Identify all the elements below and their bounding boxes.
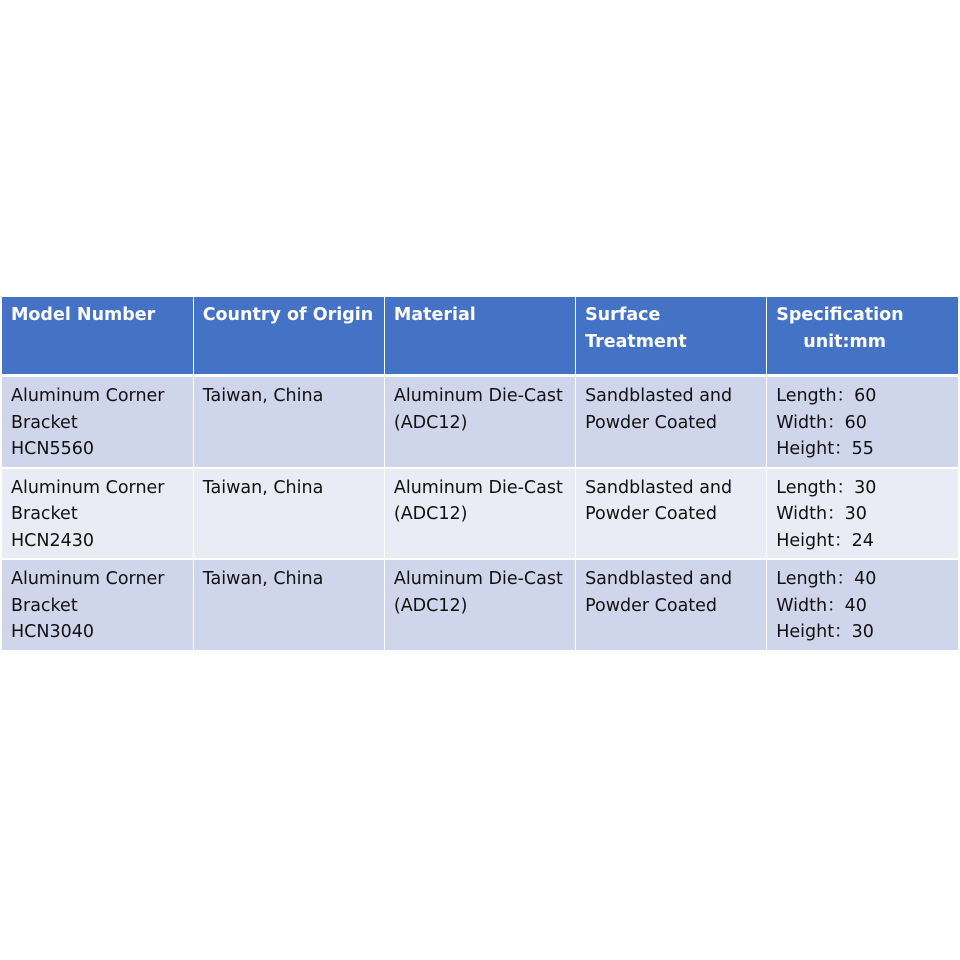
cell-origin: Taiwan, China [193, 376, 384, 468]
product-spec-table [2, 297, 958, 652]
table-header-row [2, 297, 958, 376]
cell-origin: Taiwan, China [193, 559, 384, 651]
table-row [2, 376, 958, 468]
cell-model: Aluminum Corner Bracket HCN3040 [2, 559, 193, 651]
header-model-number: Model Number [2, 297, 193, 376]
header-specification [767, 297, 958, 376]
header-spec-unit: unit:mm [803, 331, 886, 352]
cell-material: Aluminum Die-Cast (ADC12) [384, 559, 575, 651]
header-surface-treatment: Surface Treatment [576, 297, 767, 376]
cell-spec: Length：30 Width：30 Height：24 [767, 468, 958, 560]
cell-model: Aluminum Corner Bracket HCN2430 [2, 468, 193, 560]
cell-surface: Sandblasted and Powder Coated [576, 376, 767, 468]
table-row [2, 468, 958, 560]
cell-material: Aluminum Die-Cast (ADC12) [384, 468, 575, 560]
cell-origin: Taiwan, China [193, 468, 384, 560]
header-specification-label: Specification [776, 305, 904, 325]
table-row [2, 559, 958, 651]
cell-surface: Sandblasted and Powder Coated [576, 559, 767, 651]
header-material: Material [384, 297, 575, 376]
cell-spec: Length：40 Width：40 Height：30 [767, 559, 958, 651]
header-country-of-origin: Country of Origin [193, 297, 384, 376]
cell-surface: Sandblasted and Powder Coated [576, 468, 767, 560]
cell-spec: Length：60 Width：60 Height：55 [767, 376, 958, 468]
cell-material: Aluminum Die-Cast (ADC12) [384, 376, 575, 468]
cell-model: Aluminum Corner Bracket HCN5560 [2, 376, 193, 468]
